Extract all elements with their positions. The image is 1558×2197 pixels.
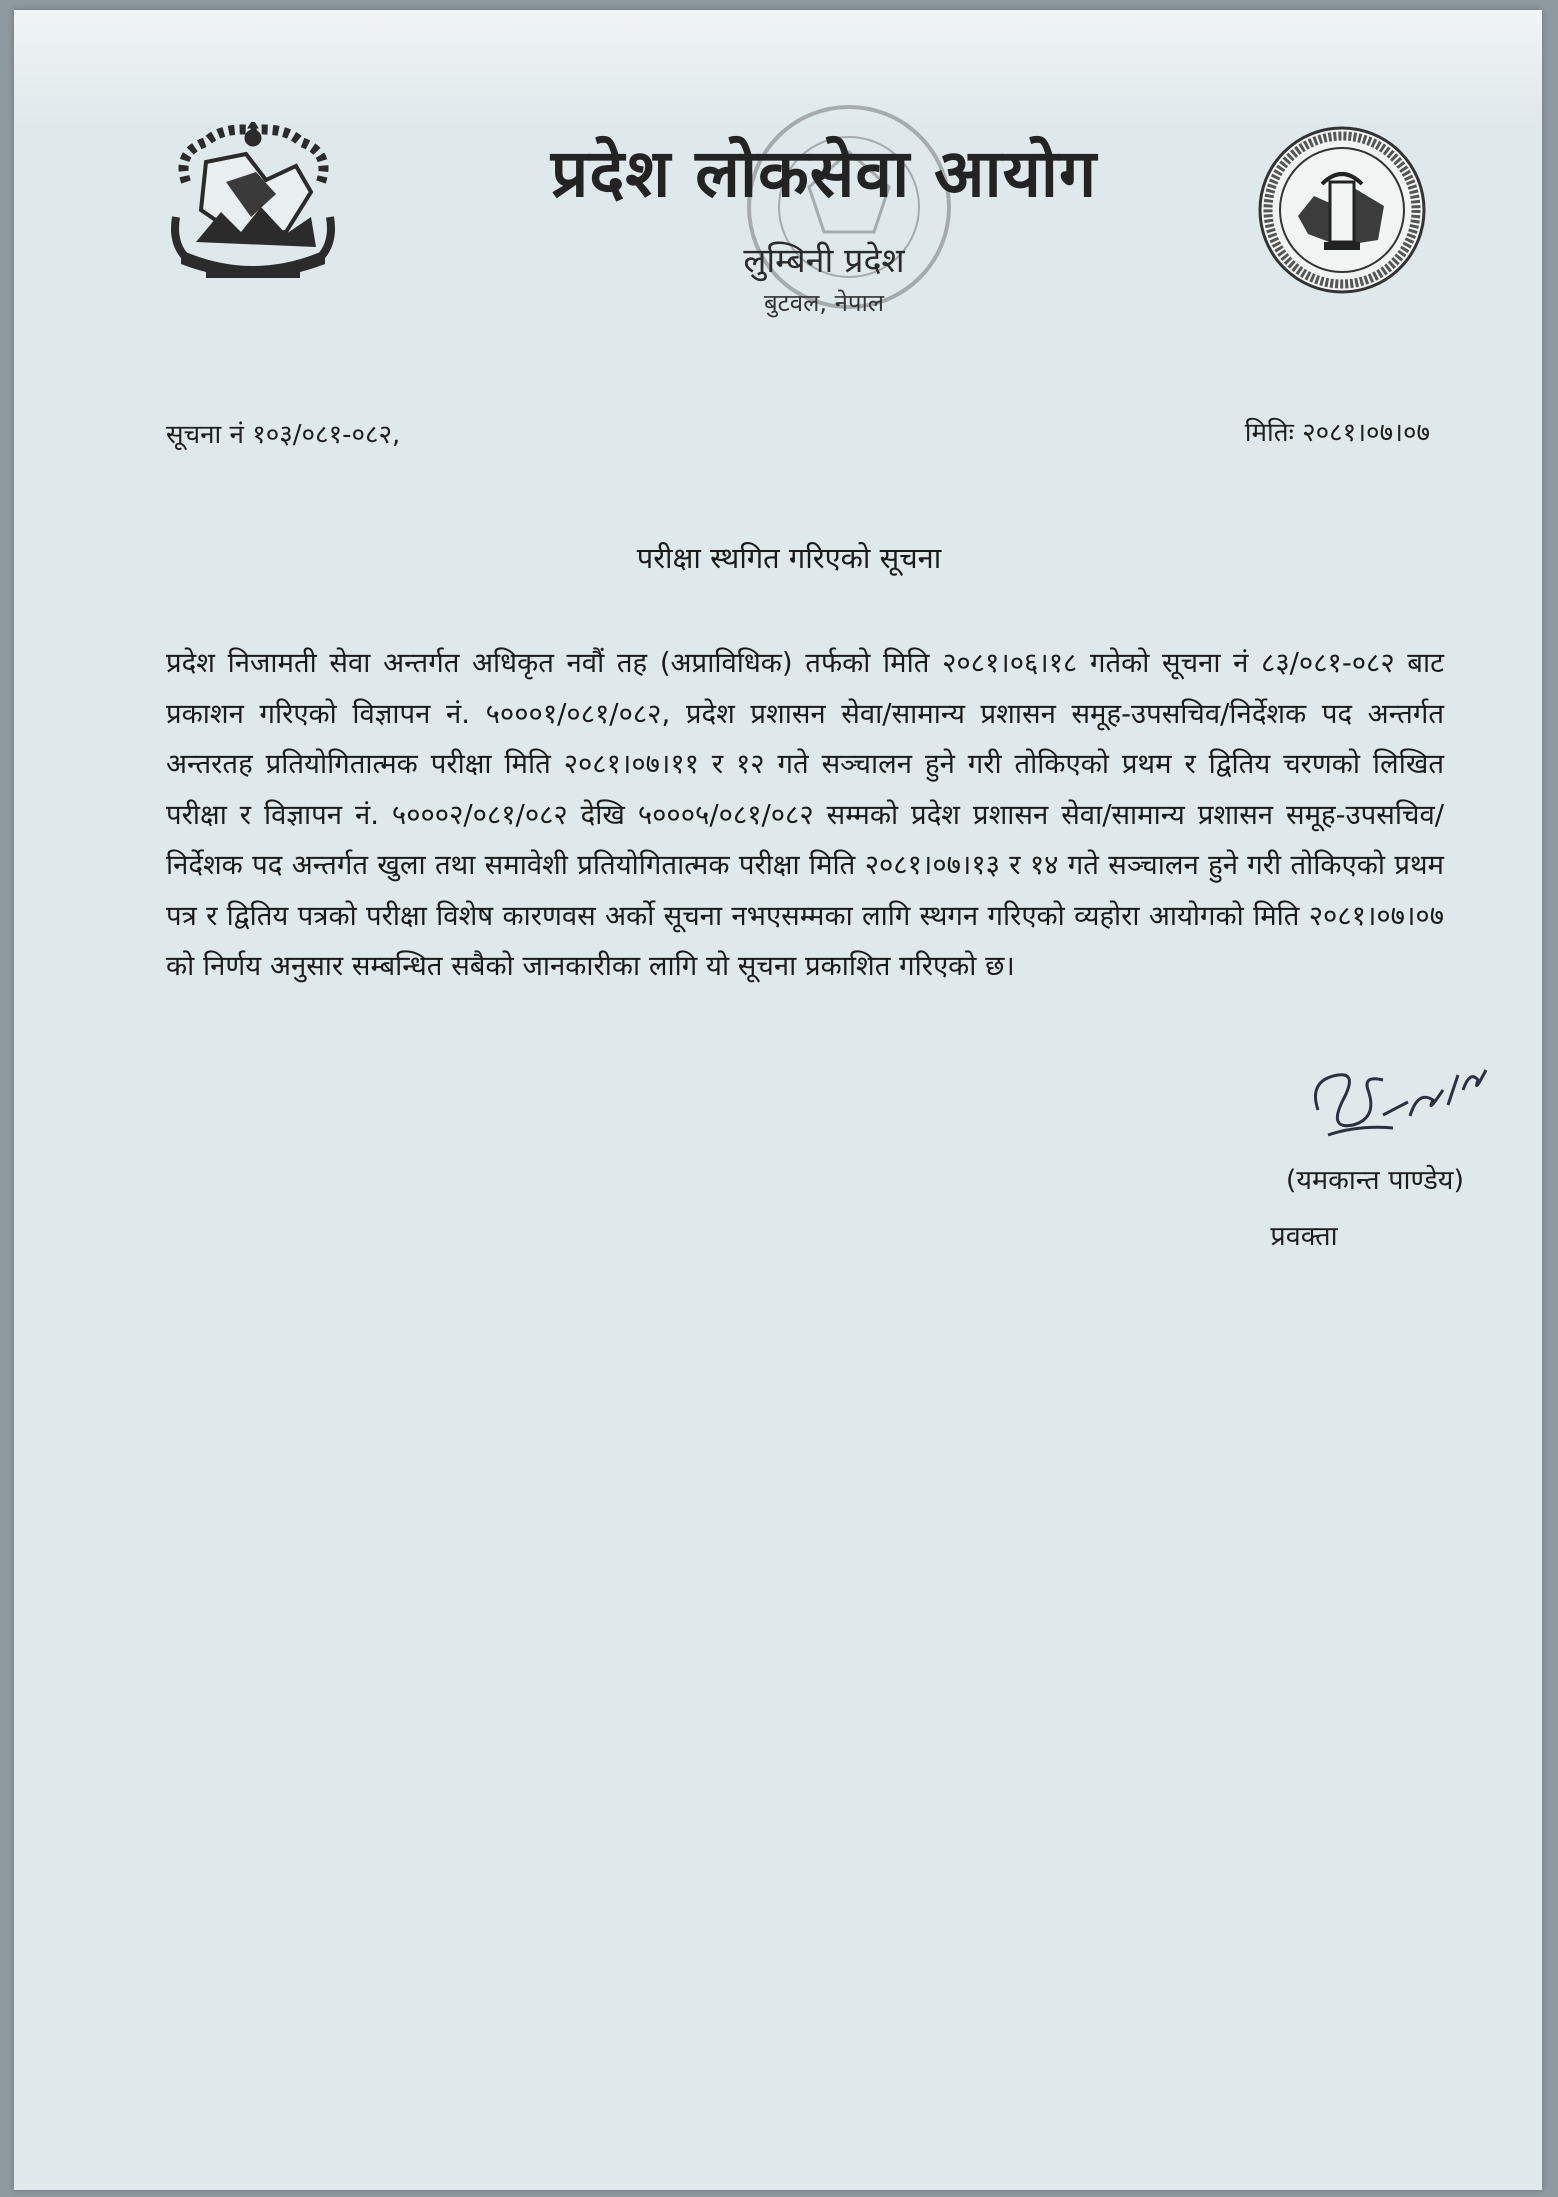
- office-location: बुटवल, नेपाल: [763, 289, 885, 317]
- notice-date: मितिः २०८१।०७।०७: [1244, 418, 1430, 448]
- commission-seal-icon: [1256, 124, 1428, 296]
- notice-subject: परीक्षा स्थगित गरिएको सूचना: [636, 541, 942, 575]
- notice-reference-number: सूचना नं १०३/०८१-०८२,: [166, 420, 401, 450]
- commission-title: प्रदेश लोकसेवा आयोग: [550, 135, 1098, 212]
- nepal-emblem-icon: [166, 122, 340, 292]
- notice-body: प्रदेश निजामती सेवा अन्तर्गत अधिकृत नवौं तह (अप्राविधिक) तर्फको मिति २०८१।०६।१८ गतेको सूचना नं ८३/०८१-०८२ बाट प्रकाशन गरिएको विज्ञापन नं. ५०००१/०८१/०८२, प्रदेश प्रशासन सेवा/सामान्य प्रशासन समूह-उपसचिव/निर्देशक पद अन्तर्गत अन्तरतह प्रतियोगितात्मक परीक्षा मिति २०८१।०७।११ र १२ गते सञ्चालन हुने गरी तोकिएको प्रथम र द्वितिय चरणको लिखित परीक्षा र विज्ञापन नं. ५०००२/०८१/०८२ देखि ५०००५/०८१/०८२ सम्मको प्रदेश प्रशासन सेवा/सामान्य प्रशासन समूह-उपसचिव/निर्देशक पद अन्तर्गत खुला तथा समावेशी प्रतियोगितात्मक परीक्षा मिति २०८१।०७।१३ र १४ गते सञ्चालन हुने गरी तोकिएको प्रथम पत्र र द्वितिय पत्रको परीक्षा विशेष कारणवस अर्को सूचना नभएसम्मका लागि स्थगन गरिएको व्यहोरा आयोगको मिति २०८१।०७।०७ को निर्णय अनुसार सम्बन्धित सबैको जानकारीका लागि यो सूचना प्रकाशित गरिएको छ।: [166, 647, 1444, 982]
- signatory-name: (यमकान्त पाण्डेय): [1285, 1165, 1464, 1196]
- notice-sheet: [14, 10, 1542, 2190]
- province-name: लुम्बिनी प्रदेश: [743, 241, 905, 281]
- handwritten-signature: [1298, 1020, 1498, 1170]
- signatory-designation: प्रवक्ता: [1270, 1221, 1338, 1252]
